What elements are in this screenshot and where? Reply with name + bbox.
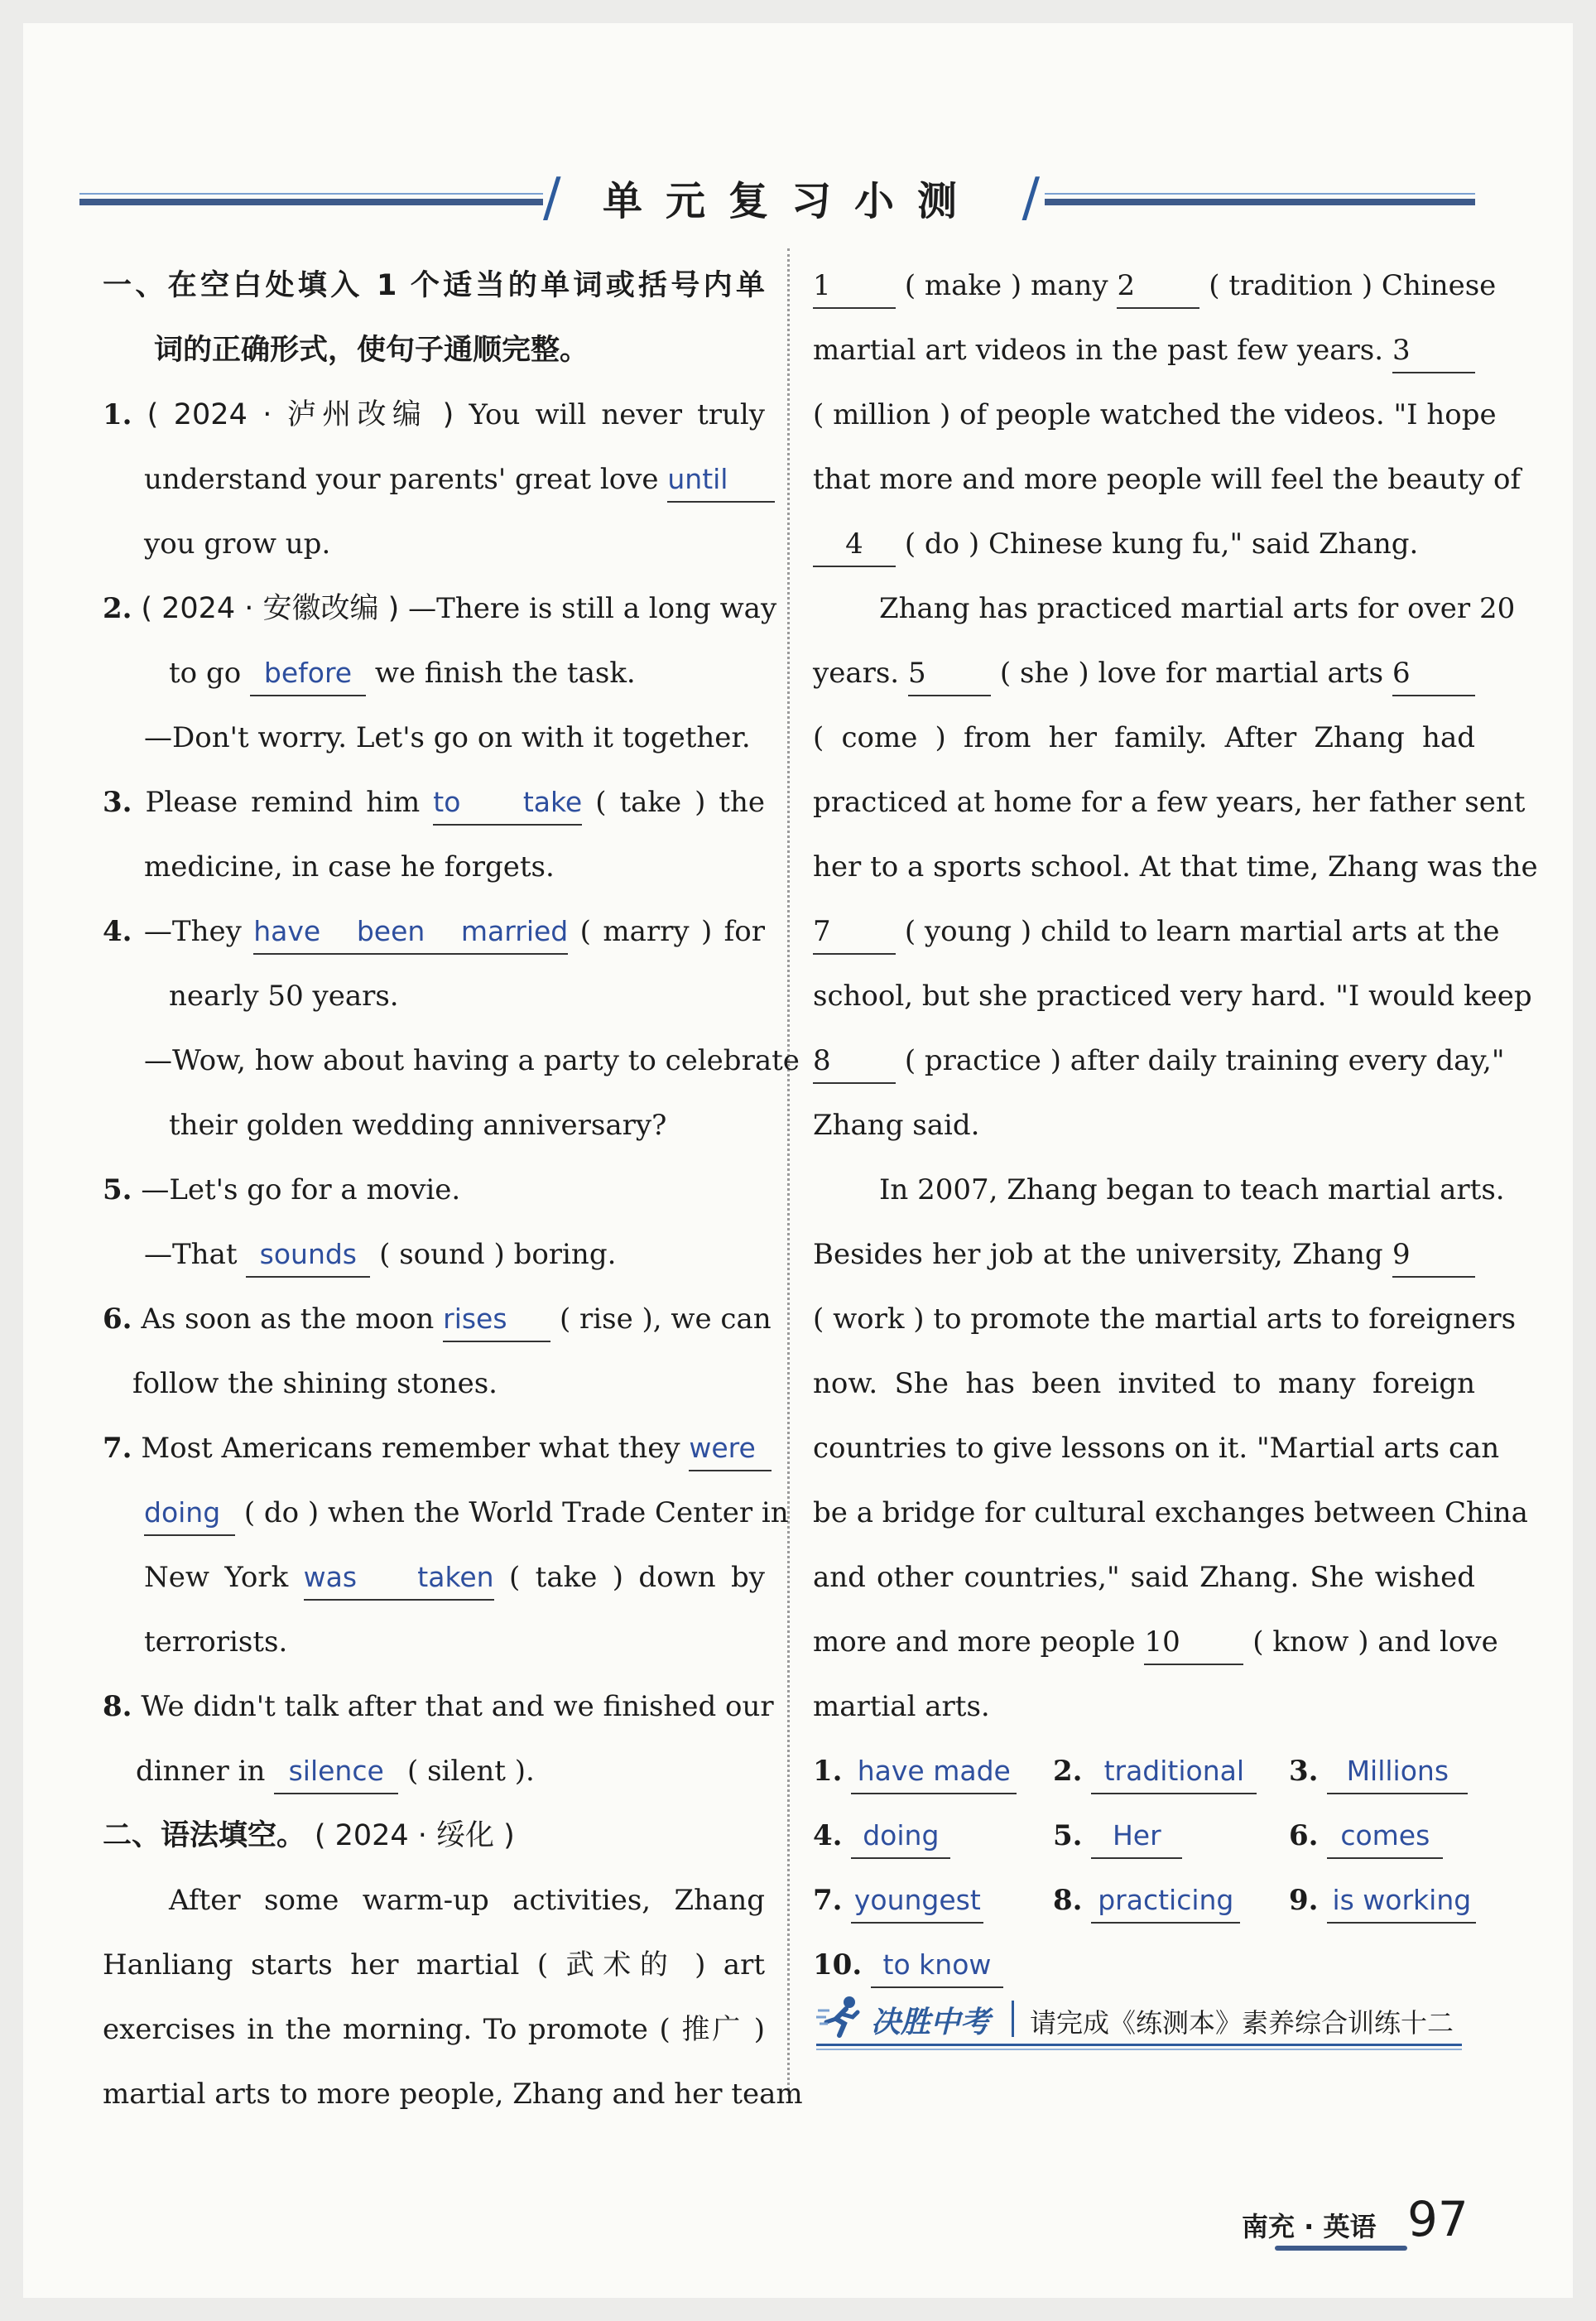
question-1-end: you grow up.	[144, 527, 331, 561]
banner-task: 请完成《练测本》素养综合训练十二	[1030, 2007, 1454, 2039]
section1-heading: 一、在空白处填入 1 个适当的单词或括号内单	[103, 269, 765, 302]
passage-line-12: ( come ) from her family. After Zhang had	[813, 721, 1475, 754]
passage-text-26b: ( know ) and love	[1252, 1625, 1498, 1659]
passage-line-15	[813, 899, 1500, 964]
q3-number: 3.	[103, 786, 132, 819]
passage-line-22: now. She has been invited to many foreign	[813, 1367, 1475, 1400]
answer-item	[813, 1739, 1053, 1803]
passage-text-5a: ( make ) many	[904, 269, 1108, 302]
q3-answer-blank: to take	[433, 781, 582, 826]
passage-text-9: ( do ) Chinese kung fu," said Zhang.	[904, 527, 1419, 561]
blank-6: 6	[1392, 652, 1475, 696]
banner-separator	[1012, 2001, 1014, 2037]
question-6	[103, 1287, 772, 1351]
q2-answer-blank: before	[250, 652, 366, 696]
question-1	[103, 383, 765, 447]
answer-value: youngest	[851, 1879, 983, 1924]
passage-line-25: and other countries," said Zhang. She wished	[813, 1561, 1475, 1594]
passage-line-10: Zhang has practiced martial arts for over 20	[879, 592, 1516, 625]
passage-line-18: Zhang said.	[813, 1109, 980, 1142]
q5-answer-blank: sounds	[246, 1233, 370, 1278]
answer-number: 5.	[1053, 1819, 1083, 1852]
q2-text-2: to go	[169, 657, 242, 690]
question-7-cont	[103, 1481, 789, 1545]
answer-item	[1053, 1868, 1289, 1933]
question-4	[103, 899, 765, 964]
q6-text-2: ( rise ), we can	[559, 1303, 772, 1336]
title-slash-left: /	[543, 167, 561, 229]
question-8-cont	[103, 1739, 765, 1803]
passage-line-13: practiced at home for a few years, her father sent	[813, 786, 1526, 819]
section1-heading-cont: 词的正确形式，使句子通顺完整。	[154, 334, 589, 367]
q2-text-3: we finish the task.	[374, 657, 636, 690]
question-7-cont-2	[103, 1545, 765, 1610]
answer-item	[1289, 1868, 1475, 1933]
answer-number: 9.	[1289, 1884, 1319, 1917]
banner-underline-light	[816, 2049, 1462, 2050]
practice-banner	[813, 1992, 1459, 2050]
passage-line-19: In 2007, Zhang began to teach martial arts.	[879, 1173, 1505, 1206]
q2-number: 2.	[103, 592, 132, 625]
passage-line-3: exercises in the morning. To promote ( 推广 )	[103, 2013, 765, 2046]
answer-item	[1053, 1803, 1289, 1868]
answer-number: 7.	[813, 1884, 843, 1917]
page-footer	[1242, 2191, 1490, 2257]
q7-answer-blank-1-cont: doing	[144, 1491, 235, 1536]
right-column	[813, 253, 1538, 1997]
answer-number: 8.	[1053, 1884, 1083, 1917]
q4-text-2: ( marry ) for	[579, 915, 765, 948]
blank-8: 8	[813, 1039, 896, 1084]
blank-3: 3	[1392, 329, 1475, 373]
answer-value: Millions	[1327, 1750, 1468, 1794]
q4-answer-blank: have been married	[253, 910, 568, 955]
question-5-reply	[103, 1222, 765, 1287]
passage-text-5b: ( tradition ) Chinese	[1209, 269, 1497, 302]
q7-text-2: ( do ) when the World Trade Center in	[243, 1496, 789, 1529]
answer-value: to know	[871, 1943, 1003, 1988]
q7-answer-blank-2: was taken	[304, 1556, 494, 1601]
section2-heading	[103, 1803, 765, 1868]
blank-4: 4	[813, 522, 896, 567]
blank-5: 5	[908, 652, 991, 696]
answer-key	[813, 1739, 1475, 1997]
passage-line-17	[813, 1028, 1505, 1093]
question-3	[103, 770, 765, 835]
passage-line-8: that more and more people will feel the beauty of	[813, 463, 1521, 496]
q5-number: 5.	[103, 1173, 132, 1206]
passage-line-21: ( work ) to promote the martial arts to foreigners	[813, 1303, 1517, 1336]
answer-number: 1.	[813, 1755, 843, 1788]
passage-line-1: After some warm-up activities, Zhang	[169, 1884, 765, 1917]
q8-text-3: ( silent ).	[407, 1755, 535, 1788]
q7-text-4: ( take ) down by	[509, 1561, 766, 1594]
passage-line-27: martial arts.	[813, 1690, 990, 1723]
title-rule-right	[1045, 199, 1475, 205]
passage-line-11	[813, 641, 1475, 705]
section2-title: 二、语法填空。	[103, 1819, 306, 1852]
question-2-cont	[103, 641, 765, 705]
q8-text: We didn't talk after that and we finished our	[141, 1690, 774, 1723]
answer-number: 4.	[813, 1819, 843, 1852]
q2-source: ( 2024 · 安徽改编 )	[141, 592, 400, 625]
answer-value: doing	[851, 1814, 950, 1859]
blank-2: 2	[1117, 264, 1199, 309]
passage-text-26a: more and more people	[813, 1625, 1136, 1659]
passage-line-4: martial arts to more people, Zhang and her team	[103, 2078, 803, 2111]
passage-line-2: Hanliang starts her martial ( 武术的 ) art	[103, 1948, 765, 1982]
answer-value: Her	[1091, 1814, 1182, 1859]
answer-value: comes	[1327, 1814, 1443, 1859]
left-column	[103, 253, 803, 2126]
passage-line-6	[813, 318, 1475, 383]
q1-number: 1.	[103, 398, 132, 431]
question-2	[103, 576, 777, 641]
passage-text-11a: years.	[813, 657, 900, 690]
q4-number: 4.	[103, 915, 132, 948]
answer-number: 2.	[1053, 1755, 1083, 1788]
question-4-reply-cont: their golden wedding anniversary?	[169, 1109, 667, 1142]
q7-text-3: New York	[144, 1561, 289, 1594]
runner-icon	[816, 1994, 866, 2051]
passage-line-14: her to a sports school. At that time, Zhang was the	[813, 850, 1538, 884]
answer-item	[813, 1933, 1053, 1997]
passage-line-23: countries to give lessons on it. "Martial arts can	[813, 1432, 1500, 1465]
q5-text-2: —That	[144, 1238, 238, 1271]
title-text: 单元复习小测	[602, 178, 980, 224]
passage-line-20	[813, 1222, 1475, 1287]
q6-answer-blank: rises	[443, 1298, 550, 1342]
passage-text-11b: ( she ) love for martial arts	[999, 657, 1384, 690]
answer-value: have made	[851, 1750, 1017, 1794]
question-3-cont: medicine, in case he forgets.	[144, 850, 555, 884]
q3-text: Please remind him	[145, 786, 421, 819]
passage-line-26	[813, 1610, 1498, 1674]
q5-text: —Let's go for a movie.	[141, 1173, 461, 1206]
question-2-reply: —Don't worry. Let's go on with it together.	[144, 721, 751, 754]
q1-answer-blank: until	[667, 458, 775, 503]
q8-text-2: dinner in	[136, 1755, 266, 1788]
answer-item	[1289, 1803, 1475, 1868]
question-8	[103, 1674, 774, 1739]
answer-item	[1053, 1739, 1289, 1803]
passage-line-5	[813, 253, 1497, 318]
q3-text-2: ( take ) the	[595, 786, 765, 819]
blank-7: 7	[813, 910, 896, 955]
passage-line-7: ( million ) of people watched the videos. "I hope	[813, 398, 1497, 431]
runner-icon-svg	[816, 1994, 866, 2040]
q6-text: As soon as the moon	[141, 1303, 435, 1336]
q8-answer-blank: silence	[274, 1750, 398, 1794]
section2-source: ( 2024 · 绥化 )	[314, 1819, 515, 1852]
passage-text-17: ( practice ) after daily training every day,"	[904, 1044, 1505, 1077]
banner-underline	[816, 2044, 1462, 2046]
answer-value: is working	[1327, 1879, 1476, 1924]
passage-text-20: Besides her job at the university, Zhang	[813, 1238, 1383, 1271]
answer-item	[1289, 1739, 1475, 1803]
question-7-end: terrorists.	[144, 1625, 288, 1659]
q7-number: 7.	[103, 1432, 132, 1465]
question-1-cont	[103, 447, 765, 512]
blank-9: 9	[1392, 1233, 1475, 1278]
passage-line-16: school, but she practiced very hard. "I would keep	[813, 980, 1532, 1013]
q7-text: Most Americans remember what they	[141, 1432, 680, 1465]
q1-text-2: understand your parents' great love	[144, 463, 659, 496]
footer-label: 南充 · 英语	[1242, 2211, 1377, 2242]
passage-line-9	[813, 512, 1475, 576]
question-7	[103, 1416, 765, 1481]
q4-text: —They	[143, 915, 242, 948]
answer-number: 6.	[1289, 1819, 1319, 1852]
blank-10: 10	[1144, 1620, 1243, 1665]
answer-value: traditional	[1091, 1750, 1257, 1794]
answer-number: 10.	[813, 1948, 863, 1982]
q1-text: You will never truly	[469, 398, 766, 431]
q6-number: 6.	[103, 1303, 132, 1336]
column-divider	[787, 248, 790, 2095]
passage-text-6: martial art videos in the past few years.	[813, 334, 1383, 367]
q8-number: 8.	[103, 1690, 132, 1723]
footer-bar	[1275, 2246, 1407, 2251]
q1-source: ( 2024 · 泸州改编 )	[147, 398, 454, 431]
q2-text: —There is still a long way	[408, 592, 777, 625]
question-4-reply: —Wow, how about having a party to celebrate	[144, 1044, 800, 1077]
blank-1: 1	[813, 264, 896, 309]
question-5	[103, 1158, 765, 1222]
answer-item	[813, 1868, 1053, 1933]
title-slash-right: /	[1022, 167, 1040, 229]
question-6-cont: follow the shining stones.	[132, 1367, 498, 1400]
section-title	[543, 166, 1040, 229]
banner-logo: 决胜中考	[871, 2006, 991, 2039]
page-number: 97	[1407, 2191, 1469, 2247]
question-4-cont: nearly 50 years.	[169, 980, 399, 1013]
passage-text-15: ( young ) child to learn martial arts at the	[904, 915, 1500, 948]
answer-number: 3.	[1289, 1755, 1319, 1788]
answer-item	[813, 1803, 1053, 1868]
q5-text-3: ( sound ) boring.	[379, 1238, 617, 1271]
title-rule-left	[79, 199, 543, 205]
q7-answer-blank-1: were	[689, 1427, 772, 1471]
passage-line-24: be a bridge for cultural exchanges between China	[813, 1496, 1528, 1529]
answer-value: practicing	[1091, 1879, 1240, 1924]
